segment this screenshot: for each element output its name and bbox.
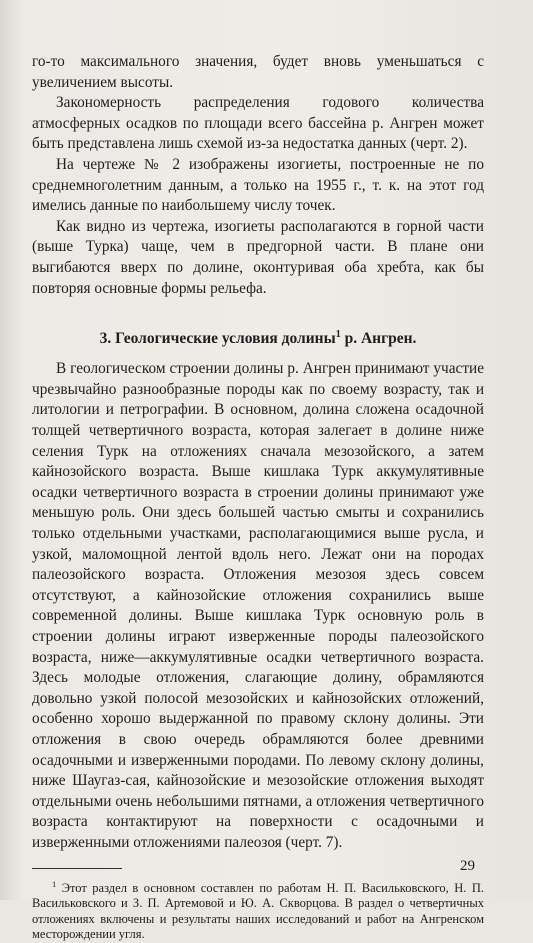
paragraph-geology: В геологическом строении долины р. Ангрен принимают участие чрезвычайно разнообразные породы как по своему возрасту, так и литологии и петрографии. В основном, долина сложена осадочной толщей четвертичного возраста, которая залегает в долине ниже селения Турк на отложениях сначала мезозойского, а затем кайнозойского возраста. Выше кишлака Турк аккумулятивные осадки четвертичного возраста в строении долины принимают уже меньшую роль. Они здесь большей частью смыты и сохранились только отдельными участками, располагающимися выше русла, и узкой, маломощной лентой вдоль него. Лежат они на породах палеозойского возраста. Отложения мезозоя здесь совсем отсутствуют, а кайнозойские отложения сохранились выше современной долины. Выше кишлака Турк основную роль в строении долины играют изверженные породы палеозойского возраста, ниже—аккумулятивные осадки четвертичного возраста. Здесь молодые отложения, слагающие долину, обрамляются довольно узкой полосой мезозойских и кайнозойских отложений, особенно хорошо выдержанной по правому склону долины. Эти отложения в свою очередь обрамляются более древними осадочными и изверженными породами. По левому склону долины, ниже Шаугаз-сая, кайнозойские и мезозойские отложения выходят отдельными очень небольшими пятнами, а отложения четвертичного возраста контактируют на поверхности с осадочными и изверженными отложениями палеозоя (черт. 7).: [32, 360, 484, 851]
page-content: [32, 52, 484, 943]
section-heading: [32, 325, 484, 349]
footnote-reference-mark: 1: [335, 329, 341, 341]
footnote-divider: [32, 868, 122, 869]
footnote: [32, 877, 484, 943]
section-heading-text: 3. Геологические условия долины: [99, 330, 336, 348]
section-heading-river: р. Ангрен.: [340, 330, 417, 348]
paragraph-isohyets-drawing: На чертеже № 2 изображены изогиеты, построенные не по среднемноголетним данным, а только на 1955 г., т. к. на этот год имелись данные по наибольшему числу точек.: [32, 155, 484, 215]
paragraph-precipitation-pattern: Закономерность распределения годового количества атмосферных осадков по площади всего бассейна р. Ангрен может быть представлена лишь схемой из-за недостатка данных (черт. 2).: [32, 94, 484, 153]
footnote-mark: 1: [52, 878, 57, 889]
page-number: 29: [460, 858, 475, 874]
paragraph-continuation: го-то максимального значения, будет вновь уменьшаться с увеличением высоты.: [32, 53, 484, 91]
footnote-text: Этот раздел в основном составлен по работам Н. П. Васильковского, Н. П. Васильковского и З. П. Артемовой и Ю. А. Скворцова. В раздел о четвертичных отложениях включены и результаты наших исследований и работ на Ангренском месторождении угля.: [32, 880, 484, 942]
paragraph-isohyets-description: Как видно из чертежа, изогиеты располагаются в горной части (выше Турка) чаще, чем в предгорной части. В плане они выгибаются вверх по долине, оконтуривая оба хребта, как бы повторяя основные формы рельефа.: [32, 217, 484, 297]
